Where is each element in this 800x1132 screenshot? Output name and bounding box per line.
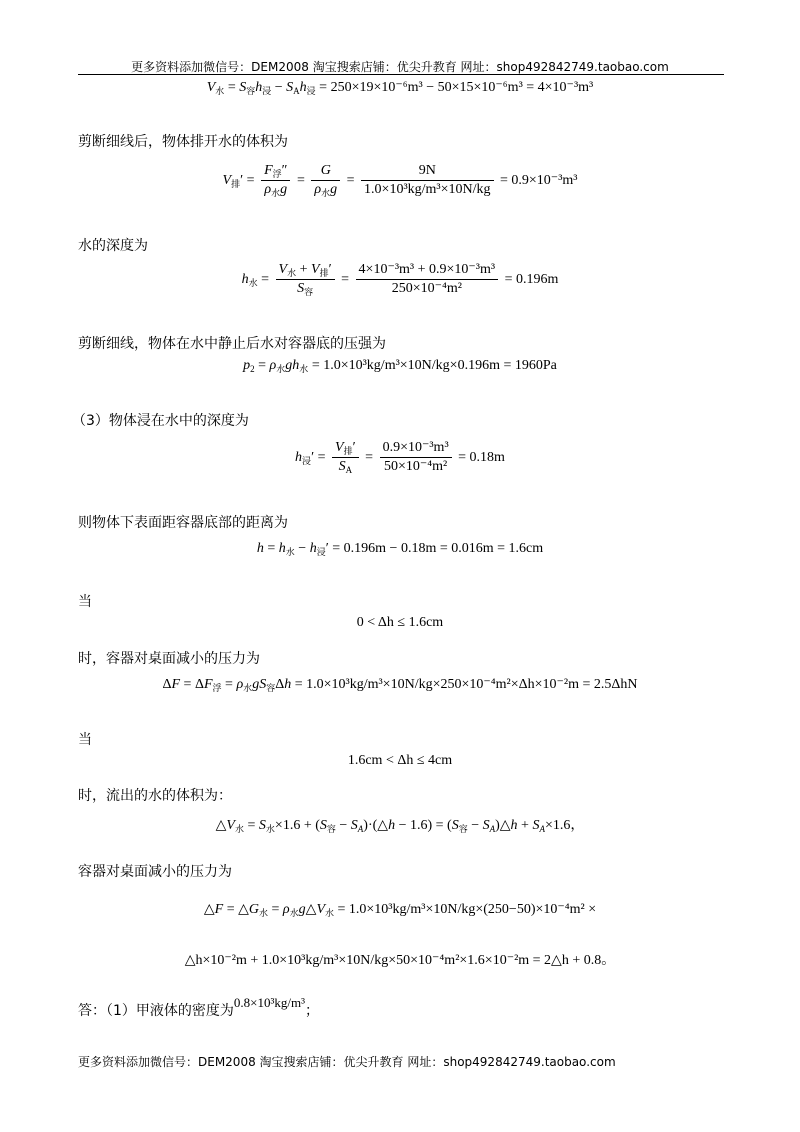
- equation-result: = 0.9×10⁻³m³: [500, 173, 578, 189]
- equation-result: = 0.18m: [458, 450, 505, 466]
- text-line-3: 剪断细线，物体在水中静止后水对容器底的压强为: [78, 336, 386, 352]
- answer-end: ；: [305, 1003, 320, 1019]
- text-line-8: 当: [78, 732, 92, 748]
- text-line-2: 水的深度为: [78, 238, 148, 254]
- equation-pressure-rhs: = 1.0×10³kg/m³×10N/kg×0.196m = 1960Pa: [311, 358, 557, 373]
- text-line-4: （3）物体浸在水中的深度为: [72, 413, 249, 429]
- page-footer: 更多资料添加微信号：DEM2008 淘宝搜索店铺：优尖升教育 网址：shop492842749.taobao.com: [78, 1055, 616, 1069]
- equation-water-depth: $h_水$ = $\frac{V_水 + V_排'}{S_容}$ = $\frac{\text{4×10⁻³m³ + 0.9×10⁻³m³}}{\text{250×10⁻⁴m²}}$ = 0.196m: [241, 262, 559, 298]
- equation-pressure: $p_2 = \rho_水gh_水 = 1.0\times 10^3kg/m^3\times 10N/kg\times 0.196m = 1960Pa$: [243, 358, 557, 374]
- answer-line: [78, 995, 320, 1020]
- text-line-9: 时，流出的水的体积为：: [78, 788, 232, 804]
- equation-outflow-volume: $\triangle V_水 = S_水\times 1.6 + (S_容$ − $S_A)\cdot(\triangle h - 1.6) = (S_容$ − $S_A)\triangle h + S_A\times 1.6$，: [215, 818, 585, 834]
- equation-result: = 0.196m: [504, 272, 559, 288]
- fraction-denominator: 1.0×10³kg/m³×10N/kg: [364, 182, 491, 198]
- equation-immersion-depth: $h_浸'$ = $\frac{V_排'}{S_A}$ = $\frac{\text{0.9×10⁻³m³}}{\text{50×10⁻⁴m²}}$ = 0.18m: [295, 440, 505, 476]
- answer-label: 答：（1）甲液体的密度为: [78, 1003, 234, 1019]
- text-line-7: 时，容器对桌面减小的压力为: [78, 651, 260, 667]
- fraction-numerator: 9N: [361, 163, 493, 181]
- equation-bottom-distance: $h = h_水 - h_浸' = 0.196m - 0.18m = 0.016m = 1.6cm$: [256, 541, 544, 557]
- text-line-6: 当: [78, 594, 92, 610]
- equation-force-decrease-2-rhs: = 1.0×10³kg/m³×10N/kg×(250−50)×10⁻⁴m² ×: [337, 902, 597, 917]
- equation-displaced-volume: $V_排'$ = $\frac{F_浮''}{\rho_水g}$ = $\frac{G}{\rho_水g}$ = $\frac{9N}{\text{1.0×10³kg/m³×10N/kg}}$ = 0.9×10⁻³m³: [222, 163, 578, 199]
- text-line-1: 剪断细线后，物体排开水的体积为: [78, 134, 288, 150]
- fraction-denominator: 250×10⁻⁴m²: [391, 281, 462, 297]
- equation-water-volume: $V_水 = S_容h_浸 - S_Ah_浸 = 250\times 19\times 10^{-6}m^3 - 50\times 15\times 10^{-6}m^3 = 4\times 10^{-3}m^3$: [206, 80, 594, 96]
- text-line-5: 则物体下表面距容器底部的距离为: [78, 515, 288, 531]
- fraction-denominator: 50×10⁻⁴m²: [383, 459, 448, 475]
- equation-bottom-distance-rhs: = 0.196m − 0.18m = 0.016m = 1.6cm: [332, 541, 544, 556]
- header-rule: [78, 74, 724, 75]
- equation-force-decrease-1: $\Delta F = \Delta F_浮 = \rho_水gS_容\Delta h = 1.0\times 10^3kg/m^3\times 10N/kg\times 250\times 10^{-4}m^2\times\Delta h\times 10^{-2}m = 2.5\Delta hN$: [162, 677, 638, 693]
- equation-force-decrease-1-rhs: = 1.0×10³kg/m³×10N/kg×250×10⁻⁴m²×Δh×10⁻²m = 2.5ΔhN: [294, 677, 638, 692]
- text-line-10: 容器对桌面减小的压力为: [78, 864, 232, 880]
- fraction-numerator: 4×10⁻³m³ + 0.9×10⁻³m³: [356, 262, 499, 280]
- equation-water-volume-rhs: 250×19×10⁻⁶m³ − 50×15×10⁻⁶m³ = 4×10⁻³m³: [330, 80, 594, 95]
- equation-force-decrease-2-continued: △h×10⁻²m + 1.0×10³kg/m³×10N/kg×50×10⁻⁴m²×1.6×10⁻²m = 2△h + 0.8。: [184, 953, 616, 968]
- answer-value: 0.8×10³kg/m³: [233, 995, 306, 1010]
- equation-range-1: 0 < Δh ≤ 1.6cm: [356, 615, 444, 630]
- equation-force-decrease-2: △F = $\triangle G_水$ = $\rho_水g\triangle V_水 = 1.0\times 10^3kg/m^3\times 10N/kg\times(250-50)\times 10^{-4}m^2$ ×: [203, 902, 597, 918]
- fraction-numerator: 0.9×10⁻³m³: [380, 440, 452, 458]
- page-header: 更多资料添加微信号：DEM2008 淘宝搜索店铺：优尖升教育 网址：shop492842749.taobao.com: [131, 60, 669, 74]
- equation-range-2: 1.6cm < Δh ≤ 4cm: [347, 753, 453, 768]
